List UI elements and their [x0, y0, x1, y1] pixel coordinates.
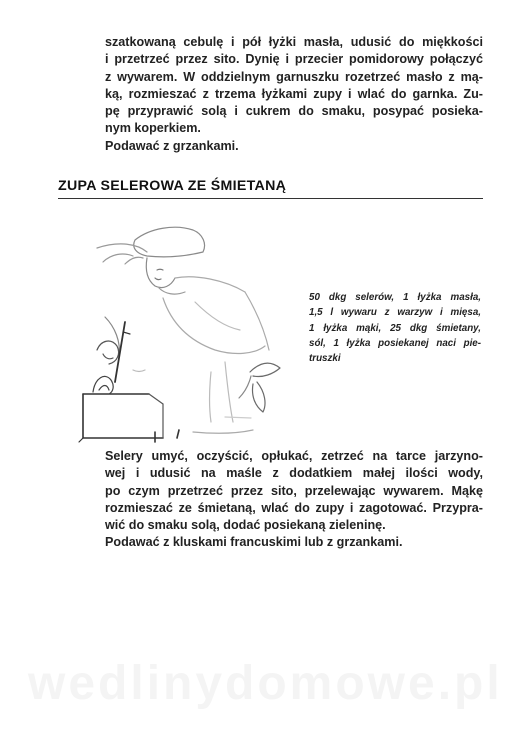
intro-line: i przetrzeć przez sito. Dynię i przecier pomidorowy połączyć	[105, 52, 483, 67]
ingredients-list	[309, 290, 481, 366]
intro-paragraph	[105, 34, 483, 155]
intro-line: ką, rozmieszać z trzema łyżkami zupy i wlać do garnka. Zu-	[105, 86, 483, 101]
method-line: Selery umyć, oczyścić, opłukać, zetrzeć na tarce jarzyno-	[105, 449, 483, 463]
ingredient-line: truszki	[309, 353, 341, 365]
intro-line: szatkowaną cebulę i pół łyżki masła, udusić do miękkości	[105, 35, 483, 49]
method-paragraph	[105, 448, 483, 552]
ingredient-line: 50 dkg selerów, 1 łyżka masła,	[309, 292, 481, 303]
intro-line: Podawać z grzankami.	[105, 138, 239, 153]
method-line: wić do smaku solą, dodać posiekaną zieleninę.	[105, 518, 386, 533]
intro-line: z wywarem. W oddzielnym garnuszku rozetrzeć masło z mą-	[105, 69, 483, 84]
method-line: wej i udusić na maśle z dodatkiem małej ilości wody,	[105, 466, 483, 481]
method-line: po czym przetrzeć przez sito, przelewając wywarem. Mąkę	[105, 483, 483, 498]
cook-illustration	[75, 222, 300, 447]
watermark: wedlinydomowe.pl	[28, 657, 503, 710]
intro-line: nym koperkiem.	[105, 121, 201, 136]
ingredient-line: 1 łyżka mąki, 25 dkg śmietany,	[309, 322, 481, 334]
title-divider	[58, 198, 483, 199]
ingredient-line: sól, 1 łyżka posiekanej naci pie-	[309, 337, 481, 349]
recipe-title: ZUPA SELEROWA ZE ŚMIETANĄ	[58, 178, 287, 194]
method-line: rozmieszać ze śmietaną, wlać do zupy i zagotować. Przypra-	[105, 500, 483, 515]
ingredient-line: 1,5 l wywaru z warzyw i mięsa,	[309, 307, 481, 319]
method-line: Podawać z kluskami francuskimi lub z grzankami.	[105, 535, 403, 550]
intro-line: pę przyprawić solą i cukrem do smaku, posypać posieka-	[105, 104, 483, 119]
